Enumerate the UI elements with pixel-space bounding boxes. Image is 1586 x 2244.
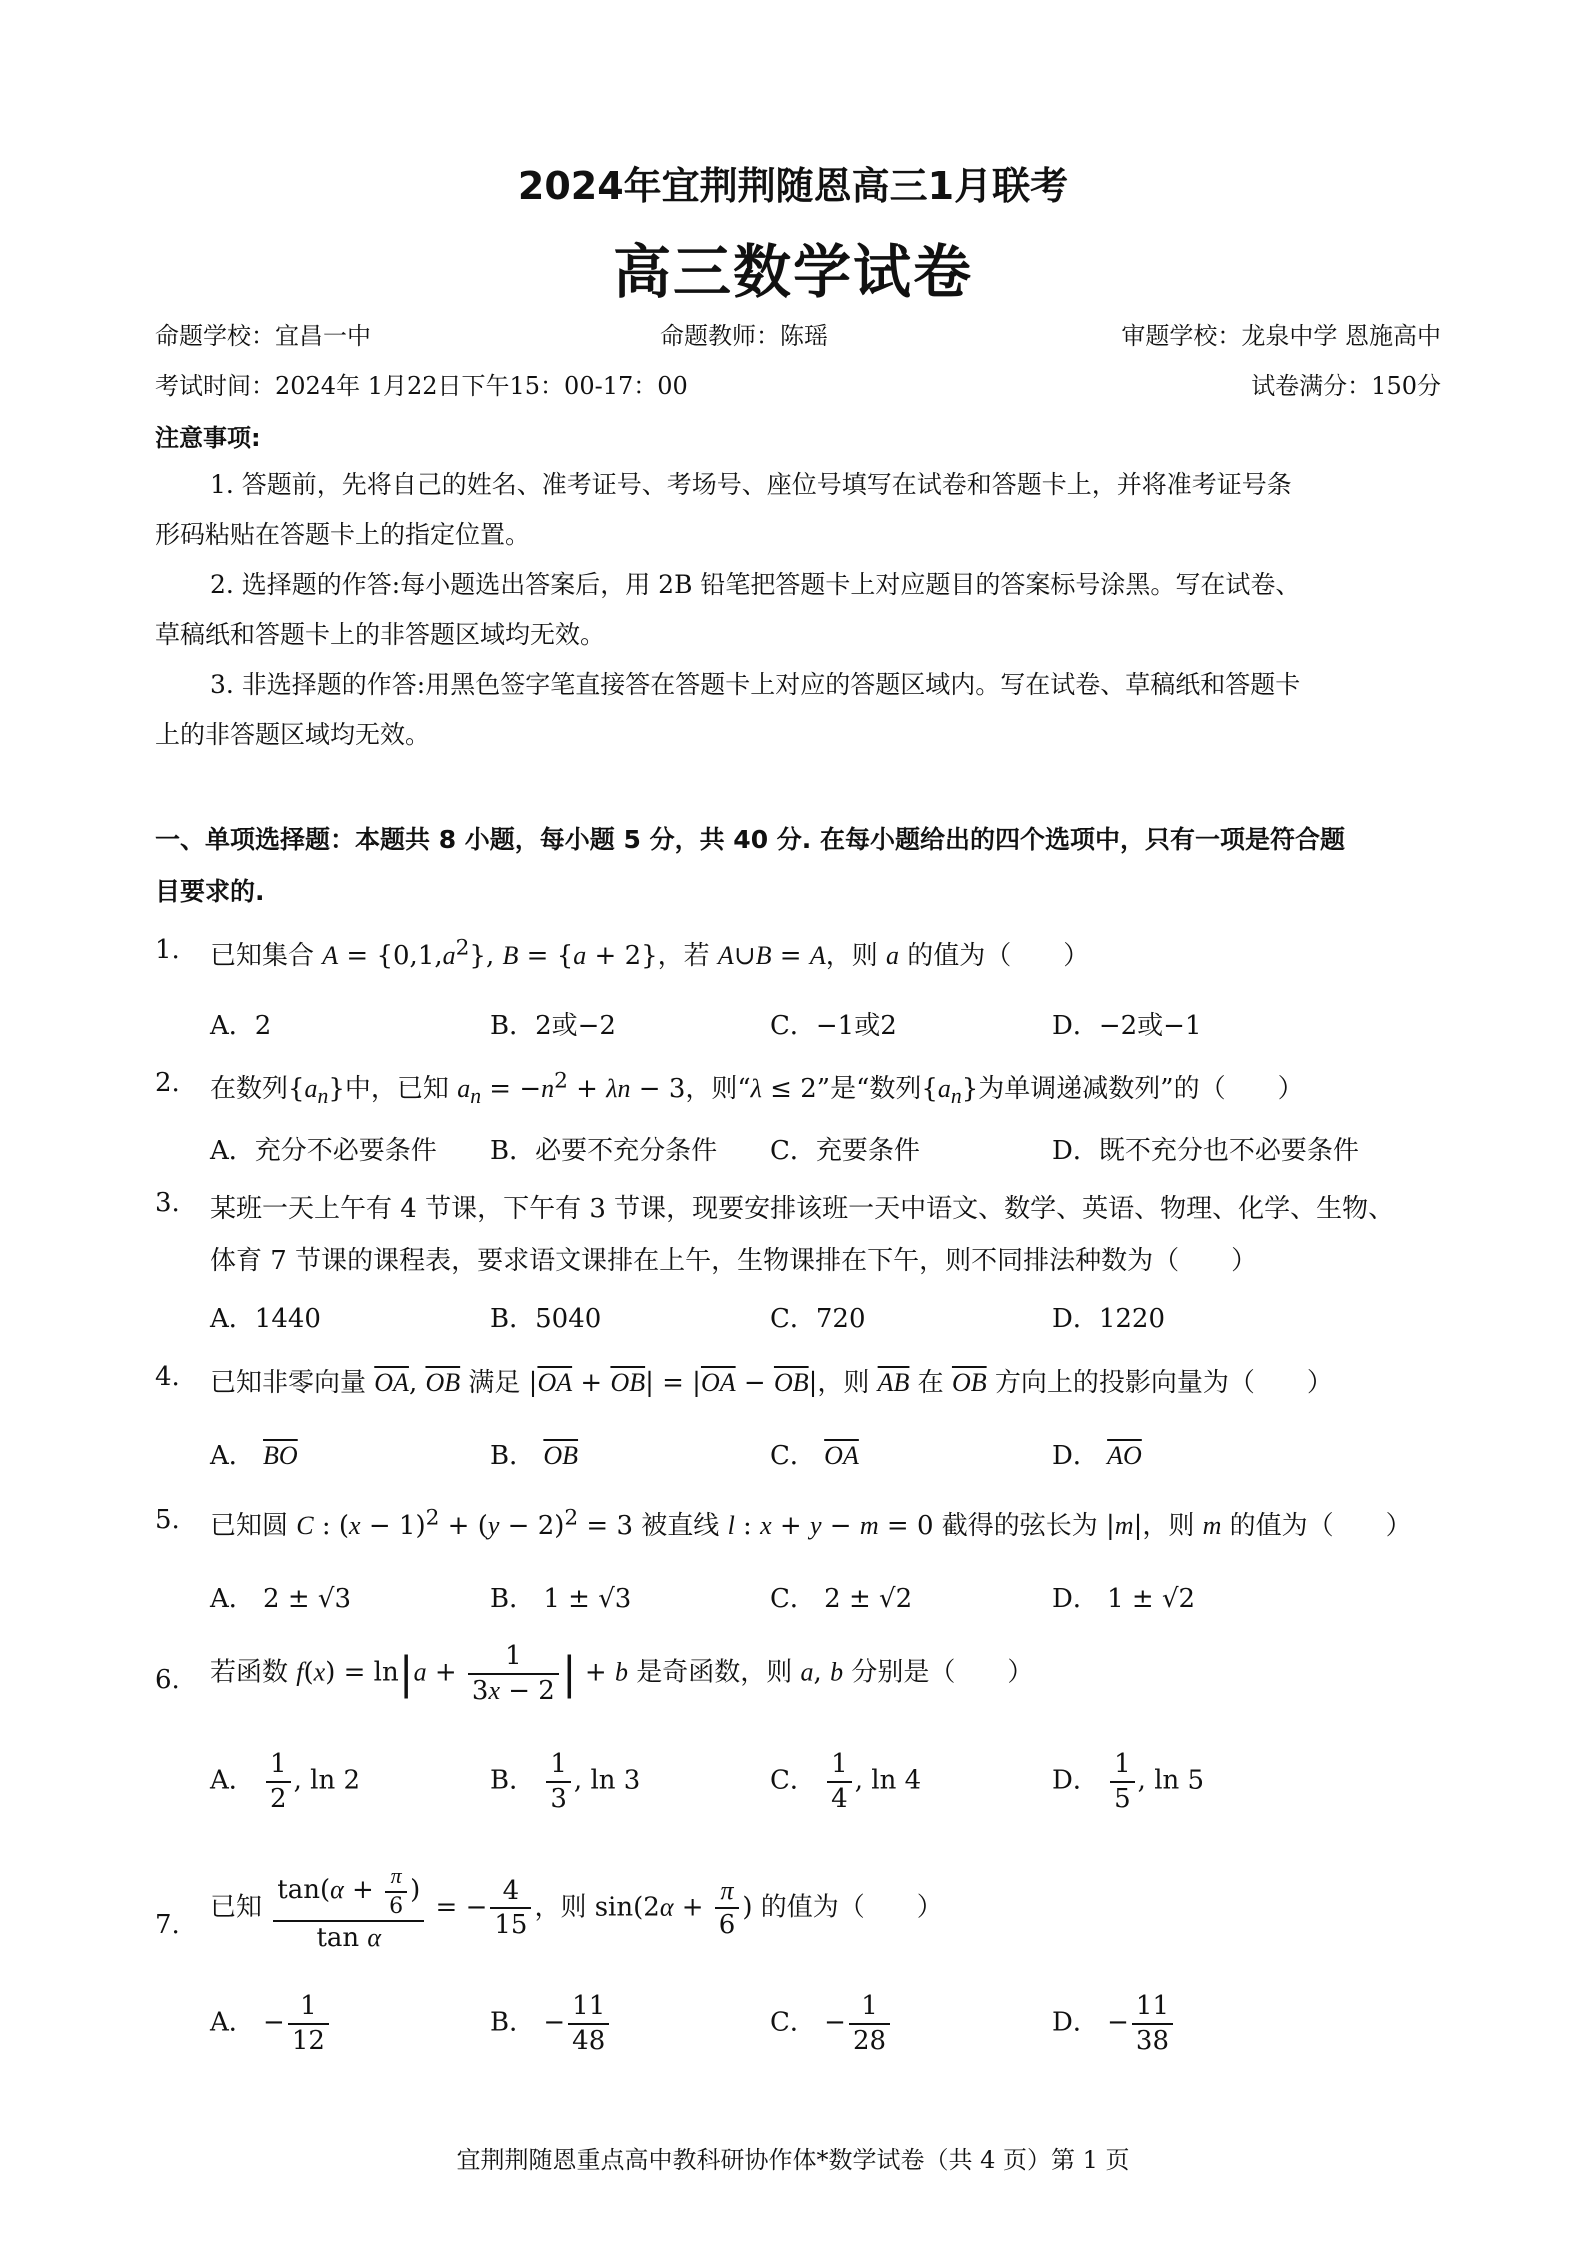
q4-option-a: A． $\overline{BO}$ <box>210 1441 298 1471</box>
q5-option-a: A． 2 ± √3 <box>210 1584 352 1614</box>
q5-option-c: C． 2 ± √2 <box>770 1584 913 1614</box>
q5-option-b: B． 1 ± √3 <box>490 1584 632 1614</box>
q5-number: 5. <box>155 1505 180 1535</box>
q4-stem: 已知非零向量 $\overline{OA}$, $\overline{OB}$ 满足 $|\overline{OA} + \overline{OB}| = |\overline{OA} - \overline{OB}|$，则 $\overline{AB}$ 在 $\overline{OB}$ 方向上的投影向量为（ ） <box>210 1368 1333 1398</box>
q7-option-a: A． − $\frac{1}{12}$ <box>210 1990 332 2057</box>
q2-number: 2. <box>155 1068 180 1098</box>
q4-option-d: D． $\overline{AO}$ <box>1052 1441 1142 1471</box>
q5-option-d: D． 1 ± √2 <box>1052 1584 1196 1614</box>
q7-stem: 已知 tan(α + $\frac{\pi}{6}$ ) tan α = − $\frac{4}{15}$ ，则 sin(2α + $\frac{\pi}{6}$ ) 的值为（ ） <box>210 1863 943 1953</box>
q2-option-a: A．充分不必要条件 <box>210 1136 437 1166</box>
notice-item-1a: 1. 答题前，先将自己的姓名、准考证号、考场号、座位号填写在试卷和答题卡上，并将准考证号条 <box>210 470 1292 499</box>
q1-option-d: D．−2或−1 <box>1052 1011 1202 1041</box>
q6-number: 6. <box>155 1665 180 1695</box>
proposal-school: 命题学校：宜昌一中 <box>155 322 371 350</box>
full-score: 试卷满分：150分 <box>1251 372 1441 400</box>
q1-number: 1. <box>155 935 180 965</box>
exam-title: 2024年宜荆荆随恩高三1月联考 <box>517 164 1069 208</box>
q4-option-b: B． $\overline{OB}$ <box>490 1441 579 1471</box>
notice-item-2a: 2. 选择题的作答:每小题选出答案后，用 2B 铅笔把答题卡上对应题目的答案标号涂黑。写在试卷、 <box>210 570 1301 599</box>
q3-stem-line1: 某班一天上午有 4 节课，下午有 3 节课，现要安排该班一天中语文、数学、英语、物理、化学、生物、 <box>210 1194 1395 1224</box>
proposal-teacher: 命题教师：陈瑶 <box>660 322 828 350</box>
q1-option-c: C．−1或2 <box>770 1011 897 1041</box>
notice-item-1b: 形码粘贴在答题卡上的指定位置。 <box>155 520 531 549</box>
q6-option-d: D． $\frac{1}{5}$ , ln 5 <box>1052 1749 1205 1814</box>
q2-option-c: C．充要条件 <box>770 1136 920 1166</box>
notice-item-3a: 3. 非选择题的作答:用黑色签字笔直接答在答题卡上对应的答题区域内。写在试卷、草稿纸和答题卡 <box>210 670 1301 699</box>
q4-option-c: C． $\overline{OA}$ <box>770 1441 859 1471</box>
q2-stem: 在数列$\{a_n\}$中，已知 $a_n = -n^2 + \lambda n - 3$，则“λ ≤ 2”是“数列$\{a_n\}$为单调递减数列”的（ ） <box>210 1068 1304 1109</box>
exam-subtitle: 高三数学试卷 <box>612 238 973 306</box>
q7-option-c: C． − $\frac{1}{28}$ <box>770 1990 893 2057</box>
page-footer: 宜荆荆随恩重点高中教科研协作体*数学试卷（共 4 页）第 1 页 <box>456 2146 1130 2174</box>
q1-option-b: B．2或−2 <box>490 1011 616 1041</box>
q2-option-d: D．既不充分也不必要条件 <box>1052 1136 1359 1166</box>
review-school: 审题学校：龙泉中学 恩施高中 <box>1121 322 1441 350</box>
q7-number: 7. <box>155 1910 180 1940</box>
notice-item-2b: 草稿纸和答题卡上的非答题区域均无效。 <box>155 620 606 649</box>
notice-item-3b: 上的非答题区域均无效。 <box>155 720 431 749</box>
q5-stem: 已知圆 C : $(x - 1)^2 + (y - 2)^2 = 3$ 被直线 l : x + y − m = 0 截得的弦长为 |m|，则 m 的值为（ ） <box>210 1505 1412 1541</box>
q6-stem: 若函数 f(x) = ln|a + $\frac{1}{3x - 2}$ | + b 是奇函数，则 a, b 分别是（ ） <box>210 1641 1034 1706</box>
q6-option-a: A． $\frac{1}{2}$ , ln 2 <box>210 1749 360 1814</box>
q1-option-a: A．2 <box>210 1011 272 1041</box>
exam-time: 考试时间：2024年 1月22日下午15：00-17：00 <box>155 372 688 400</box>
section-heading-line1: 一、单项选择题：本题共 8 小题，每小题 5 分，共 40 分. 在每小题给出的四个选项中，只有一项是符合题 <box>155 825 1346 854</box>
q1-stem: 已知集合 $A = \{0,1,a^2\}$, B = {a + 2}，若 A∪B = A，则 a 的值为（ ） <box>210 935 1090 971</box>
q6-option-c: C． $\frac{1}{4}$ , ln 4 <box>770 1749 922 1814</box>
section-heading-line2: 目要求的. <box>155 877 265 906</box>
q3-option-d: D．1220 <box>1052 1304 1166 1334</box>
notice-heading: 注意事项: <box>155 424 261 452</box>
q7-option-d: D． − $\frac{11}{38}$ <box>1052 1990 1176 2057</box>
q3-number: 3. <box>155 1188 180 1218</box>
q7-option-b: B． − $\frac{11}{48}$ <box>490 1990 612 2057</box>
q3-option-a: A．1440 <box>210 1304 321 1334</box>
q3-stem-line2: 体育 7 节课的课程表，要求语文课排在上午，生物课排在下午，则不同排法种数为（ ） <box>210 1246 1258 1276</box>
q2-option-b: B．必要不充分条件 <box>490 1136 718 1166</box>
q4-number: 4. <box>155 1362 180 1392</box>
q3-option-c: C．720 <box>770 1304 866 1334</box>
q3-option-b: B．5040 <box>490 1304 602 1334</box>
q6-option-b: B． $\frac{1}{3}$ , ln 3 <box>490 1749 641 1814</box>
